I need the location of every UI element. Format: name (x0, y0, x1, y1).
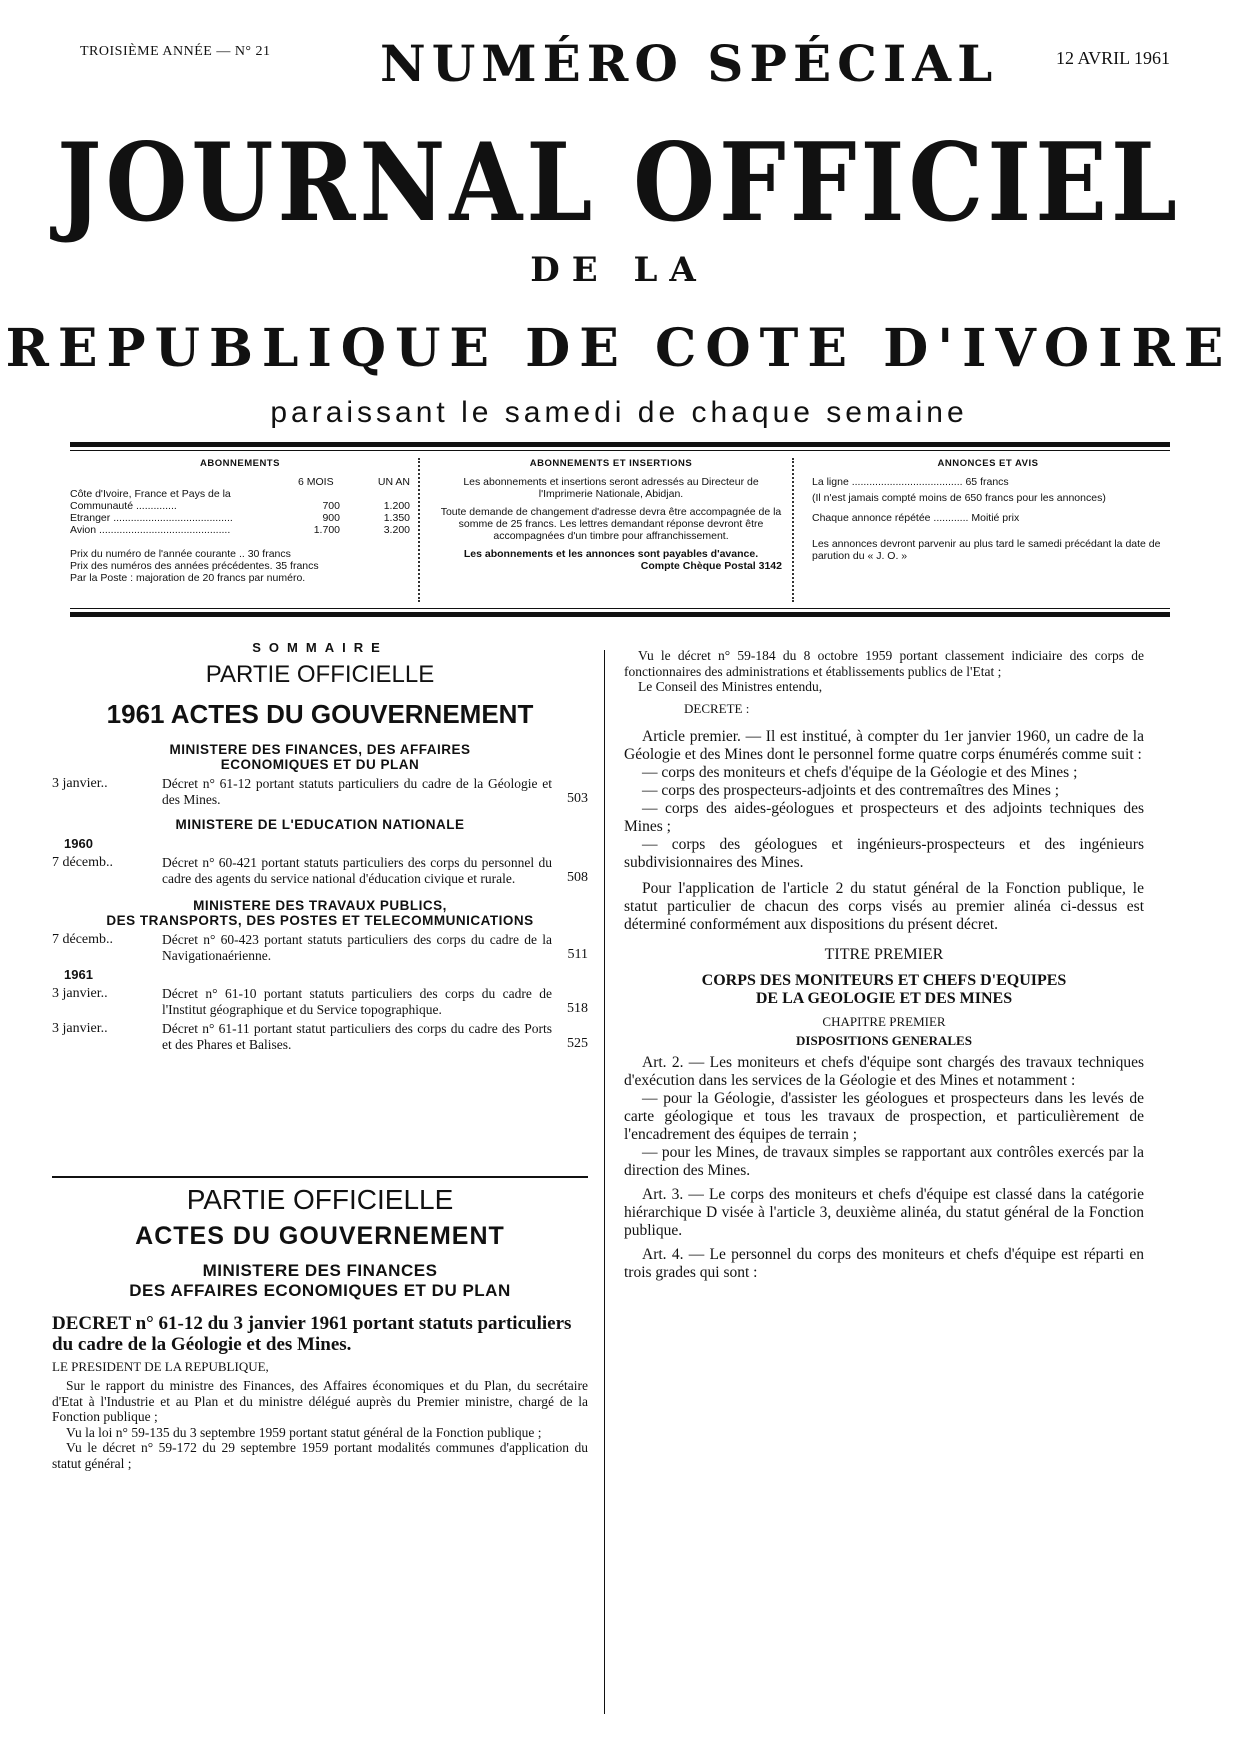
entry-page: 525 (567, 1036, 588, 1051)
entry-date: 3 janvier.. (52, 1021, 108, 1036)
entry-text: Décret n° 60-421 portant statuts particuliers des corps du personnel du cadre des agents du service national d'éducation civique et rurale. (162, 855, 552, 886)
mid-rule (70, 612, 1170, 617)
sommaire (52, 640, 588, 1052)
republic-title: REPUBLIQUE DE COTE D'IVOIRE (5, 318, 1233, 379)
article-1: Article premier. — Il est institué, à compter du 1er janvier 1960, un cadre de la Géologie et des Mines dont le personnel forme quatre corps énumérés comme suit : (624, 727, 1144, 763)
mid-rule-thin (70, 608, 1170, 609)
column-divider (604, 650, 605, 1714)
masthead-subtitle: paraissant le samedi de chaque semaine (270, 396, 968, 429)
sommaire-ministry: MINISTERE DES FINANCES, DES AFFAIRES ECONOMIQUES ET DU PLAN (169, 742, 471, 772)
masthead-topline (80, 34, 1170, 93)
entry-text: Décret n° 60-423 portant statuts particuliers des corps du cadre de la Navigationaérienne. (162, 932, 552, 963)
insertions-text: Les abonnements et insertions seront adressés au Directeur de l'Imprimerie Nationale, Abidjan. (463, 476, 759, 500)
article-2-item: — pour les Mines, de travaux simples se rapportant aux contrôles exercés par la direction des Mines. (624, 1143, 1144, 1179)
journal-title: JOURNAL OFFICIEL (57, 119, 1181, 247)
partie-officielle: PARTIE OFFICIELLE (186, 1184, 454, 1215)
body-left (52, 1184, 588, 1471)
entry-page: 508 (567, 870, 588, 885)
announcements-box (812, 458, 1164, 562)
subscriptions-heading: ABONNEMENTS (200, 458, 280, 469)
announcement-note: (Il n'est jamais compté moins de 650 francs pour les annonces) (812, 492, 1106, 504)
rate-value: 1.200 (383, 500, 410, 512)
president-line: LE PRESIDENT DE LA REPUBLIQUE, (52, 1359, 269, 1374)
issue-date: 12 AVRIL 1961 (1055, 48, 1170, 68)
entry-text: Décret n° 61-11 portant statut particuliers des corps du cadre des Ports et des Phares et Balises. (162, 1021, 552, 1052)
sommaire-actes: 1961 ACTES DU GOUVERNEMENT (106, 699, 534, 729)
rate-value: 700 (322, 500, 340, 512)
year-issue: TROISIÈME ANNÉE — N° 21 (80, 44, 271, 59)
conseil-line: Le Conseil des Ministres entendu, (638, 679, 823, 694)
corps-heading: CORPS DES MONITEURS ET CHEFS D'EQUIPES (701, 971, 1067, 989)
box-divider (418, 458, 426, 602)
subscriptions-box (70, 458, 410, 584)
article-2: Art. 2. — Les moniteurs et chefs d'équipe sont chargés des travaux techniques d'exécution dans les services de la Géologie et des Mines et notamment : (624, 1053, 1144, 1089)
postal-account: Compte Chèque Postal 3142 (640, 560, 782, 572)
ministry-heading: MINISTERE DES FINANCES (202, 1261, 438, 1280)
rate-row-label: Etranger ......................................... (70, 512, 233, 524)
entry-text: Décret n° 61-12 portant statuts particuliers du cadre de la Géologie et des Mines. (162, 776, 552, 807)
col-6mois: 6 MOIS (298, 476, 334, 488)
price-note: Par la Poste : majoration de 20 francs par numéro. (70, 572, 306, 584)
rate-value: 1.700 (313, 524, 340, 536)
box-divider (792, 458, 800, 602)
sommaire-ministry: MINISTERE DES TRAVAUX PUBLICS, (193, 898, 447, 913)
visa: Sur le rapport du ministre des Finances, des Affaires économiques et du Plan, du secrétaire d'Etat à l'Industrie et au Plan et du ministre délégué auprès du Premier ministre, chargé de la Fonction publique ; (52, 1378, 588, 1424)
entry-text: Décret n° 61-10 portant statuts particuliers des corps du cadre de l'Institut géographique et du Service topographique. (162, 986, 552, 1017)
visa: Vu le décret n° 59-184 du 8 octobre 1959 portant classement indiciaire des corps de fonctionnaires des administrations et établissements publics de l'Etat ; (624, 648, 1144, 679)
top-rule (70, 442, 1170, 447)
announcement-rate: La ligne ...................................... 65 francs (812, 476, 1009, 488)
sommaire-heading: SOMMAIRE (252, 640, 388, 655)
corps-item: — corps des aides-géologues et prospecteurs et des adjoints techniques des Mines ; (624, 799, 1144, 835)
body-right (624, 648, 1144, 1282)
insertions-heading: ABONNEMENTS ET INSERTIONS (529, 458, 693, 469)
col-unan: UN AN (377, 476, 410, 488)
corps-heading: DE LA GEOLOGIE ET DES MINES (755, 989, 1013, 1007)
actes-heading: ACTES DU GOUVERNEMENT (135, 1222, 505, 1250)
entry-page: 511 (567, 947, 588, 962)
sommaire-divider (52, 1176, 588, 1178)
titre-heading: TITRE PREMIER (824, 945, 944, 963)
article-4: Art. 4. — Le personnel du corps des moniteurs et chefs d'équipe est réparti en trois grades qui sont : (624, 1245, 1144, 1281)
insertions-text: Toute demande de changement d'adresse devra être accompagnée de la somme de 25 francs. Les lettres demandant réponse devront être accompagnées d'un timbre pour affranchissement. (440, 506, 782, 542)
price-note: Prix des numéros des années précédentes. 35 francs (70, 560, 319, 572)
ministry-heading: DES AFFAIRES ECONOMIQUES ET DU PLAN (129, 1281, 511, 1300)
insertions-box (440, 458, 782, 572)
dispositions-heading: DISPOSITIONS GENERALES (796, 1032, 972, 1048)
sommaire-entry (52, 932, 588, 963)
decret-title: DECRET n° 61-12 du 3 janvier 1961 portant statuts particuliers du cadre de la Géologie et des Mines. (52, 1313, 572, 1355)
top-rule-thin (70, 450, 1170, 451)
application-paragraph: Pour l'application de l'article 2 du statut général de la Fonction publique, le statut particulier de chacun des corps visés au premier alinéa ci-dessus est déterminé conformément aux dispositions du présent décret. (624, 879, 1144, 933)
title-de-la: DE LA (530, 250, 708, 290)
corps-item: — corps des prospecteurs-adjoints et des contremaîtres des Mines ; (642, 781, 1060, 799)
visa: Vu la loi n° 59-135 du 3 septembre 1959 portant statut général de la Fonction publique ; (66, 1424, 542, 1440)
announcement-deadline: Les annonces devront parvenir au plus tard le samedi précédant la date de parution du « J. O. » (812, 538, 1161, 562)
insertions-payment: Les abonnements et les annonces sont payables d'avance. (463, 548, 759, 560)
sommaire-ministry: MINISTERE DE L'EDUCATION NATIONALE (175, 817, 465, 832)
entry-date: 3 janvier.. (52, 986, 108, 1001)
rate-value: 900 (322, 512, 340, 524)
rate-row-label: Côte d'Ivoire, France et Pays de la Communauté .............. (70, 488, 231, 512)
rate-value: 1.350 (383, 512, 410, 524)
entry-date: 3 janvier.. (52, 776, 108, 791)
year-label: 1961 (64, 967, 93, 982)
sommaire-partie: PARTIE OFFICIELLE (205, 661, 435, 688)
sommaire-ministry: DES TRANSPORTS, DES POSTES ET TELECOMMUNICATIONS (106, 913, 534, 928)
article-3: Art. 3. — Le corps des moniteurs et chefs d'équipe est classé dans la catégorie hiérarchique D visée à l'article 3, deuxième alinéa, du statut général de la Fonction publique. (624, 1185, 1144, 1239)
entry-page: 518 (567, 1001, 588, 1016)
entry-page: 503 (567, 791, 588, 806)
announcement-repeat: Chaque annonce répétée ............ Moitié prix (812, 512, 1020, 524)
decrete-label: DECRETE : (684, 700, 750, 716)
entry-date: 7 décemb.. (52, 855, 114, 870)
rate-value: 3.200 (383, 524, 410, 536)
rate-row-label: Avion ............................................. (70, 524, 231, 536)
sommaire-entry (52, 1021, 588, 1052)
year-label: 1960 (64, 836, 93, 851)
article-2-item: — pour la Géologie, d'assister les géologues et prospecteurs dans les levés de carte géologique et tous les travaux de prospection, et particulièrement de l'encadrement des équipes de terrain ; (624, 1089, 1144, 1143)
price-note: Prix du numéro de l'année courante .. 30 francs (70, 548, 291, 560)
corps-item: — corps des géologues et ingénieurs-prospecteurs et des ingénieurs subdivisionnaires des Mines. (624, 835, 1144, 871)
corps-item: — corps des moniteurs et chefs d'équipe de la Géologie et des Mines ; (642, 763, 1078, 781)
sommaire-entry (52, 986, 588, 1017)
announcements-heading: ANNONCES ET AVIS (937, 458, 1039, 469)
chapitre-heading: CHAPITRE PREMIER (822, 1013, 946, 1029)
special-issue-label: NUMÉRO SPÉCIAL (380, 34, 999, 93)
sommaire-entry (52, 855, 588, 886)
sommaire-entry (52, 776, 588, 807)
visa: Vu le décret n° 59-172 du 29 septembre 1959 portant modalités communes d'application du statut général ; (52, 1440, 588, 1471)
entry-date: 7 décemb.. (52, 932, 114, 947)
